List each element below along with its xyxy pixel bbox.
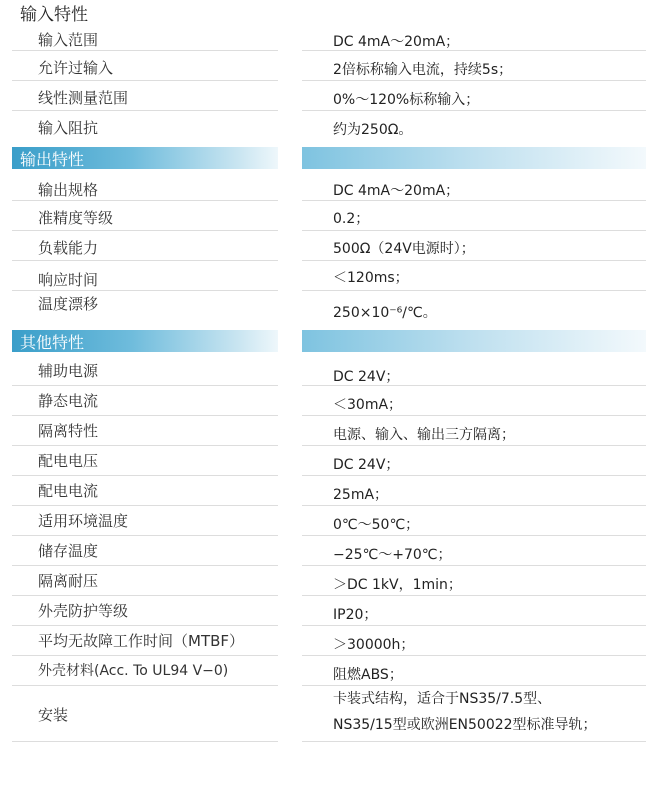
- spec-label: 隔离特性: [38, 422, 99, 440]
- spec-value: 电源、输入、输出三方隔离；: [333, 427, 515, 443]
- spec-value: 0℃～50℃；: [333, 517, 420, 533]
- spec-row: [0, 81, 664, 111]
- spec-row: [0, 231, 664, 261]
- spec-row: [0, 476, 664, 506]
- spec-label: 储存温度: [38, 542, 99, 560]
- divider: [302, 741, 646, 742]
- spec-label: 平均无故障工作时间（MTBF）: [38, 632, 245, 650]
- spec-row: [0, 686, 664, 742]
- spec-value-line: NS35/15型或欧洲EN50022型标准导轨；: [333, 717, 597, 733]
- spec-value: DC 24V；: [333, 457, 400, 473]
- spec-label: 适用环境温度: [38, 512, 129, 530]
- divider: [12, 741, 278, 742]
- spec-value: 500Ω（24V电源时）；: [333, 241, 475, 257]
- spec-label: 输入范围: [38, 31, 99, 49]
- section-output: [0, 147, 664, 325]
- spec-row: [0, 201, 664, 231]
- spec-label: 温度漂移: [38, 295, 99, 313]
- spec-label: 隔离耐压: [38, 572, 99, 590]
- spec-value: 2倍标称输入电流，持续5s；: [333, 62, 513, 78]
- spec-value: ＜120ms；: [333, 270, 409, 286]
- spec-label: 线性测量范围: [38, 89, 129, 107]
- section-title: 输出特性: [12, 147, 278, 169]
- section-other: [0, 330, 664, 742]
- spec-value: 25mA；: [333, 487, 389, 503]
- spec-label: 外壳材料(Acc. To UL94 V−0): [38, 663, 229, 679]
- section-title: 输入特性: [20, 4, 88, 25]
- spec-row: [0, 23, 664, 51]
- spec-row: [0, 506, 664, 536]
- spec-row: [0, 291, 664, 325]
- spec-row: [0, 446, 664, 476]
- spec-label: 外壳防护等级: [38, 602, 129, 620]
- spec-label: 静态电流: [38, 392, 99, 410]
- section-banner-right: [302, 330, 646, 352]
- section-banner-right: [302, 147, 646, 169]
- spec-row: [0, 386, 664, 416]
- spec-row: [0, 352, 664, 386]
- spec-label: 准精度等级: [38, 209, 114, 227]
- spec-row: [0, 261, 664, 291]
- spec-row: [0, 416, 664, 446]
- spec-row: [0, 111, 664, 141]
- spec-label: 负载能力: [38, 239, 99, 257]
- spec-label: 配电电压: [38, 452, 99, 470]
- spec-value: ＜30mA；: [333, 397, 403, 413]
- spec-value: ＞30000h；: [333, 637, 415, 653]
- spec-row: [0, 51, 664, 81]
- spec-value: 0.2；: [333, 211, 370, 227]
- spec-label: 输出规格: [38, 181, 99, 199]
- spec-value: 250×10⁻⁶/℃。: [333, 305, 437, 321]
- section-title: 其他特性: [12, 330, 278, 352]
- spec-value: 约为250Ω。: [333, 122, 413, 138]
- spec-row: [0, 596, 664, 626]
- spec-value: IP20；: [333, 607, 378, 623]
- section-header-input: [0, 1, 664, 23]
- spec-value: 0%～120%标称输入；: [333, 92, 480, 108]
- spec-value: DC 4mA～20mA；: [333, 183, 460, 199]
- spec-label: 配电电流: [38, 482, 99, 500]
- spec-label: 输入阻抗: [38, 119, 99, 137]
- spec-row: [0, 536, 664, 566]
- spec-label: 辅助电源: [38, 362, 99, 380]
- section-header-output: [0, 147, 664, 169]
- spec-row: [0, 626, 664, 656]
- section-header-other: [0, 330, 664, 352]
- spec-row: [0, 566, 664, 596]
- spec-value: ＞DC 1kV，1min；: [333, 577, 462, 593]
- spec-row: [0, 169, 664, 201]
- spec-value-line: 卡装式结构，适合于NS35/7.5型、: [333, 691, 552, 707]
- spec-label: 响应时间: [38, 271, 99, 289]
- spec-label: 安装: [38, 706, 69, 724]
- spec-label: 允许过输入: [38, 59, 114, 77]
- spec-row: [0, 656, 664, 686]
- spec-value: [333, 686, 597, 738]
- section-input: [0, 1, 664, 141]
- spec-value: −25℃～+70℃；: [333, 547, 452, 563]
- spec-value: DC 4mA～20mA；: [333, 34, 460, 50]
- spec-value: DC 24V；: [333, 369, 400, 385]
- spec-value: 阻燃ABS；: [333, 667, 403, 683]
